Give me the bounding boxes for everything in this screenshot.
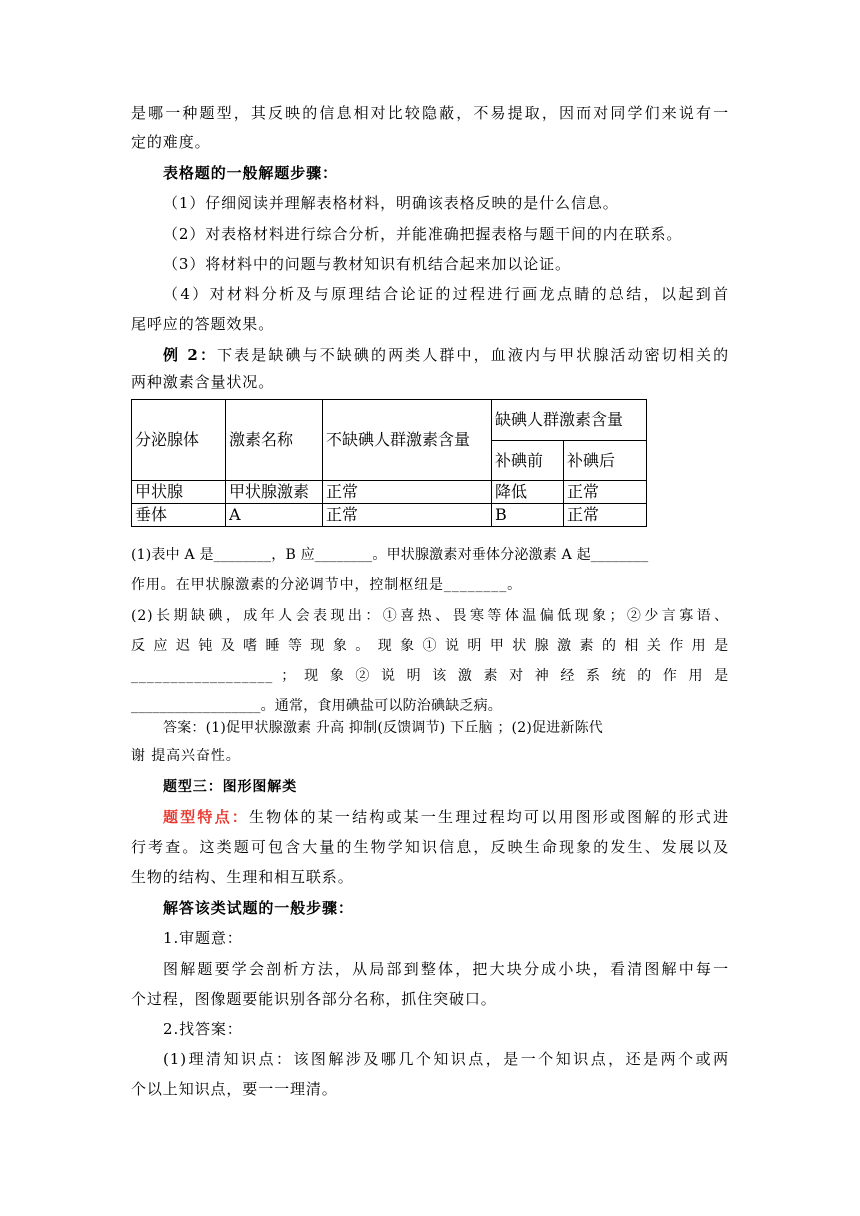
example-2-line [163, 345, 729, 365]
header-deficient: 缺碘人群激素含量 [492, 400, 647, 441]
hormone-table [131, 399, 647, 527]
paragraph-line: 定的难度。 [131, 133, 211, 151]
cell-after: 正常 [564, 504, 647, 527]
question-2-cont: __________________。通常，食用碘盐可以防治碘缺乏病。 [131, 698, 502, 714]
question-1-line: (1)表中 A 是________，B 应________。甲状腺激素对垂体分泌激素 A 起________ [131, 547, 649, 563]
cell-before: 降低 [492, 481, 564, 504]
step-2-text: (1)理清知识点：该图解涉及哪几个知识点，是一个知识点，还是两个或两 [163, 1050, 729, 1068]
question-2-cont: __________________ ； 现 象 ② 说 明 该 激 素 对 神 经 系 统 的 作 用 是 [131, 668, 729, 684]
section-3-steps-heading: 解答该类试题的一般步骤： [163, 899, 354, 917]
header-before: 补碘前 [492, 441, 564, 481]
paragraph-line: 是哪一种题型，其反映的信息相对比较隐蔽，不易提取，因而对同学们来说有一 [131, 104, 729, 122]
feature-cont: 生物的结构、生理和相互联系。 [131, 868, 354, 886]
header-gland: 分泌腺体 [132, 400, 226, 481]
header-after: 补碘后 [564, 441, 647, 481]
step-2-title: 2.找答案： [163, 1020, 243, 1038]
cell-gland: 垂体 [132, 504, 226, 527]
example-label: 例 2： [163, 346, 218, 364]
section-3-title: 题型三：图形图解类 [163, 779, 298, 795]
question-2-cont: 反 应 迟 钝 及 嗜 睡 等 现 象 。 现 象 ① 说 明 甲 状 腺 激 素 的 相 关 作 用 是 [131, 638, 729, 654]
header-normal: 不缺碘人群激素含量 [323, 400, 492, 481]
step-2: （2）对表格材料进行综合分析，并能准确把握表格与题干间的内在联系。 [163, 225, 683, 243]
steps-heading: 表格题的一般解题步骤： [163, 164, 338, 182]
step-1-cont: 个过程，图像题要能识别各部分名称，抓住突破口。 [131, 990, 497, 1008]
step-4-cont: 尾呼应的答题效果。 [131, 315, 275, 333]
cell-normal: 正常 [323, 481, 492, 504]
feature-text: 生物体的某一结构或某一生理过程均可以用图形或图解的形式进 [248, 808, 729, 826]
feature-cont: 行考查。这类题可包含大量的生物学知识信息，反映生命现象的发生、发展以及 [131, 838, 729, 856]
cell-normal: 正常 [323, 504, 492, 527]
feature-label: 题型特点： [163, 808, 249, 826]
step-1-title: 1.审题意： [163, 929, 243, 947]
answer-cont: 谢 提高兴奋性。 [131, 748, 241, 764]
cell-hormone: 甲状腺激素 [226, 481, 323, 504]
question-2-line: (2)长期缺碘，成年人会表现出：①喜热、畏寒等体温偏低现象；②少言寡语、 [131, 608, 729, 624]
example-2-cont: 两种激素含量状况。 [131, 373, 275, 391]
step-1-text: 图解题要学会剖析方法，从局部到整体，把大块分成小块，看清图解中每一 [163, 960, 729, 978]
step-4: （4）对材料分析及与原理结合论证的过程进行画龙点睛的总结，以起到首 [163, 285, 729, 303]
feature-line [163, 807, 729, 827]
header-hormone: 激素名称 [226, 400, 323, 481]
table-row [132, 504, 647, 527]
question-1-cont: 作用。在甲状腺激素的分泌调节中，控制枢纽是________。 [131, 577, 522, 593]
cell-after: 正常 [564, 481, 647, 504]
answer-line: 答案：(1)促甲状腺激素 升高 抑制(反馈调节) 下丘脑 ；(2)促进新陈代 [163, 720, 603, 736]
table-header-row [132, 400, 647, 441]
step-3: （3）将材料中的问题与教材知识有机结合起来加以论证。 [163, 255, 571, 273]
cell-before: B [492, 504, 564, 527]
table-row [132, 481, 647, 504]
step-1: （1）仔细阅读并理解表格材料，明确该表格反映的是什么信息。 [163, 194, 619, 212]
example-text: 下表是缺碘与不缺碘的两类人群中，血液内与甲状腺活动密切相关的 [217, 346, 729, 364]
cell-hormone: A [226, 504, 323, 527]
step-2-cont: 个以上知识点，要一一理清。 [131, 1080, 338, 1098]
cell-gland: 甲状腺 [132, 481, 226, 504]
